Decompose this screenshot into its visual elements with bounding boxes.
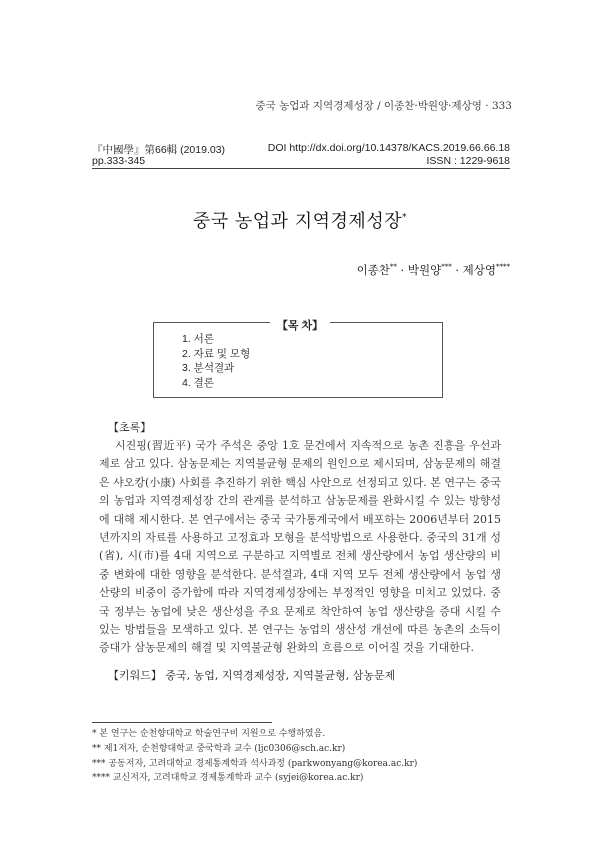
author-separator: · <box>451 263 463 277</box>
issn: ISSN : 1229-9618 <box>426 155 510 167</box>
footnote: *** 공동저자, 고려대학교 경제통계학과 석사과정 (parkwonyang@korea.ac.kr) <box>92 758 418 769</box>
doi[interactable]: DOI http://dx.doi.org/10.14378/KACS.2019.66.66.18 <box>267 142 510 154</box>
author-line <box>357 262 510 278</box>
footnote: **** 교신저자, 고려대학교 경제통계학과 교수 (syjei@korea.ac.kr) <box>92 773 364 784</box>
toc-list <box>182 332 250 390</box>
journal-info: 『中國學』第66輯 (2019.03) <box>92 144 226 156</box>
paper-title <box>0 207 600 233</box>
footnote: ** 제1저자, 순천향대학교 중국학과 교수 (ljc0306@sch.ac.kr) <box>92 743 346 754</box>
title-text: 중국 농업과 지역경제성장 <box>192 211 403 232</box>
header-divider <box>92 168 510 169</box>
toc-heading <box>0 314 600 333</box>
keywords: 【키워드】 중국, 농업, 지역경제성장, 지역불균형, 삼농문제 <box>108 669 396 682</box>
author-mark: ** <box>389 263 397 272</box>
author-name: 박원양 <box>407 263 442 277</box>
footnote-divider <box>92 722 272 723</box>
author-separator: · <box>396 263 408 277</box>
author-name: 이종찬 <box>356 263 390 277</box>
toc-item[interactable]: 3. 분석결과 <box>182 362 235 374</box>
toc-item[interactable]: 1. 서론 <box>182 333 214 345</box>
author-name: 제상영 <box>462 263 496 277</box>
abstract-body: 시진핑(習近平) 국가 주석은 중앙 1호 문건에서 지속적으로 농촌 진흥을 우선과제로 삼고 있다. 삼농문제는 지역불균형 문제의 원인으로 제시되며, 삼농문제의 해결은 샤오캉(小康) 사회를 추진하기 위한 핵심 사안으로 선정되고 있다. 본 연구는 중국의 농업과 지역경제성장 간의 관계를 분석하고 삼농문제를 완화시킬 수 있는 방향성에 대해 제시한다. 본 연구에서는 중국 국가통계국에서 배포하는 2006년부터 2015년까지의 자료를 사용하고 고정효과 모형을 분석방법으로 사용한다. 중국의 31개 성(省), 시(市)를 4대 지역으로 구분하고 지역별로 전체 생산량에서 농업 생산량의 비중 변화에 대한 영향을 분석한다. 분석결과, 4대 지역 모두 전체 생산량에서 농업 생산량의 비중이 증가함에 따라 지역경제성장에는 부정적인 영향을 미치고 있었다. 중국 정부는 농업에 낮은 생산성을 주요 문제로 착안하여 농업 생산량을 증대 시킬 수 있는 방법들을 모색하고 있다. 본 연구는 농업의 생산성 개선에 따른 농촌의 소득이 증대가 삼농문제의 해결 및 지역불균형 완화의 흐름으로 이어질 것을 기대한다. <box>99 439 501 655</box>
title-footnote-mark: * <box>402 213 408 223</box>
toc-item[interactable]: 2. 자료 및 모형 <box>182 347 251 360</box>
toc-item[interactable]: 4. 결론 <box>182 376 214 389</box>
footnotes <box>92 727 417 786</box>
toc-title: 【목 차】 <box>270 320 330 332</box>
page-range: pp.333-345 <box>92 155 146 167</box>
running-head: 중국 농업과 지역경제성장 / 이종찬·박원양·제상영 · 333 <box>255 100 512 112</box>
footnote: * 본 연구는 순천향대학교 학술연구비 지원으로 수행하였음. <box>92 729 326 739</box>
author-mark: *** <box>441 263 452 272</box>
author-mark: **** <box>496 263 510 272</box>
abstract-label: 【초록】 <box>108 421 152 434</box>
